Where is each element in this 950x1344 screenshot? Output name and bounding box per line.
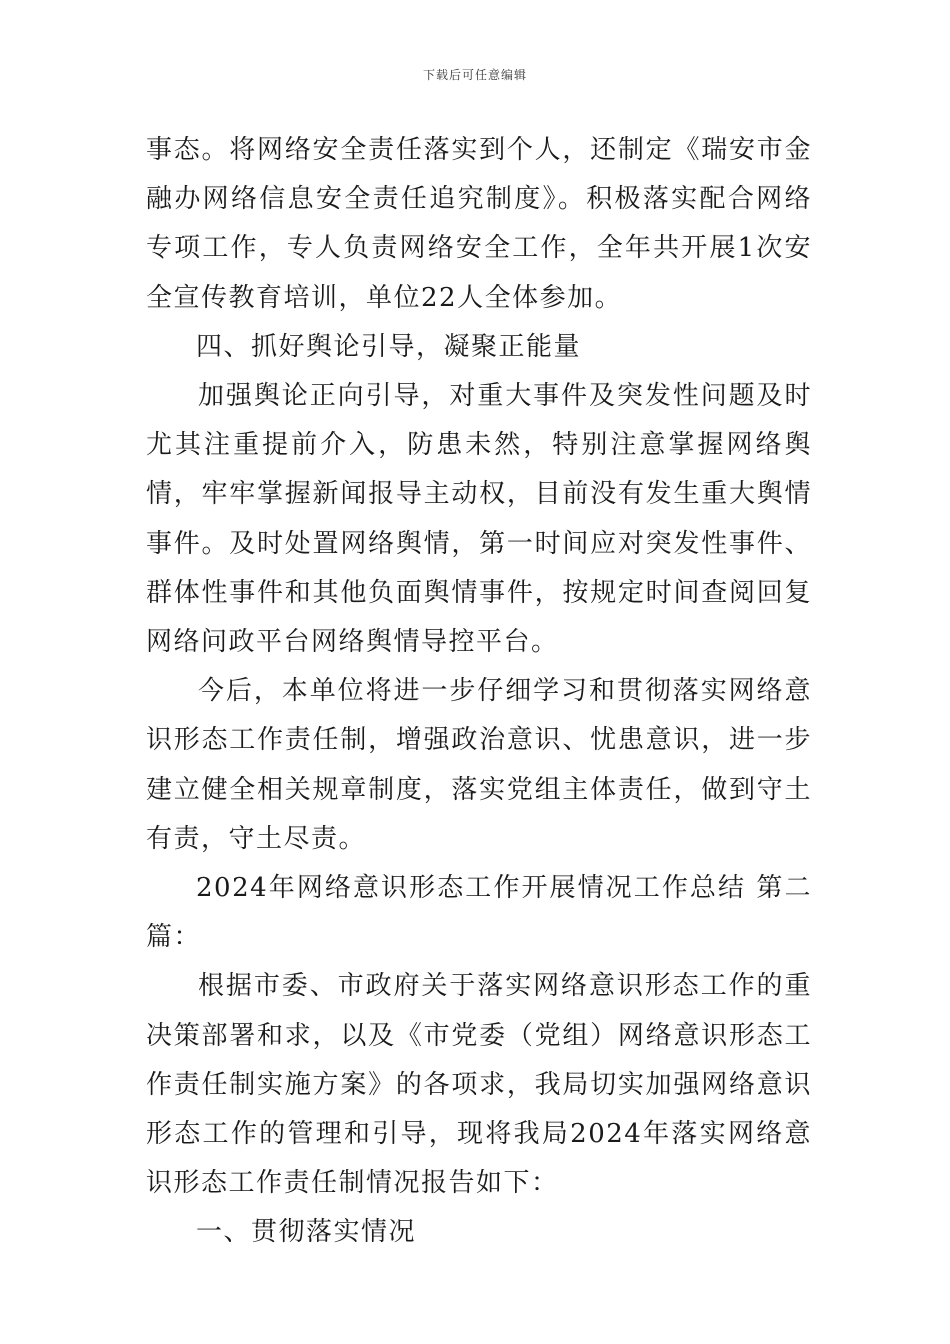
paragraph-part-two-intro: 根据市委、市政府关于落实网络意识形态工作的重决策部署和求，以及《市党委（党组）网络意识形态工作责任制实施方案》的各项求，我局切实加强网络意识形态工作的管理和引导，现将我局2024年落实网络意识形态工作责任制情况报告如下： <box>146 971 812 1199</box>
header-note: 下载后可任意编辑 <box>422 68 527 82</box>
section-heading-four: 四、抓好舆论引导，凝聚正能量 <box>196 331 582 362</box>
section-heading-one: 一、贯彻落实情况 <box>196 1217 417 1248</box>
paragraph-continuation: 事态。将网络安全责任落实到个人，还制定《瑞安市金融办网络信息安全责任追究制度》。积极落实配合网络专项工作，专人负责网络安全工作，全年共开展1次安全宣传教育培训，单位22人全体参加。 <box>146 135 812 313</box>
paragraph-future-plans: 今后，本单位将进一步仔细学习和贯彻落实网络意识形态工作责任制，增强政治意识、忧患意识，进一步建立健全相关规章制度，落实党组主体责任，做到守土有责，守土尽责。 <box>146 676 812 854</box>
paragraph-public-opinion: 加强舆论正向引导，对重大事件及突发性问题及时尤其注重提前介入，防患未然，特别注意掌握网络舆情，牢牢掌握新闻报导主动权，目前没有发生重大舆情事件。及时处置网络舆情，第一时间应对突发性事件、群体性事件和其他负面舆情事件，按规定时间查阅回复网络问政平台网络舆情导控平台。 <box>146 381 812 658</box>
part-two-title: 2024年网络意识形态工作开展情况工作总结 第二篇： <box>146 873 812 953</box>
document-body <box>146 126 812 1258</box>
